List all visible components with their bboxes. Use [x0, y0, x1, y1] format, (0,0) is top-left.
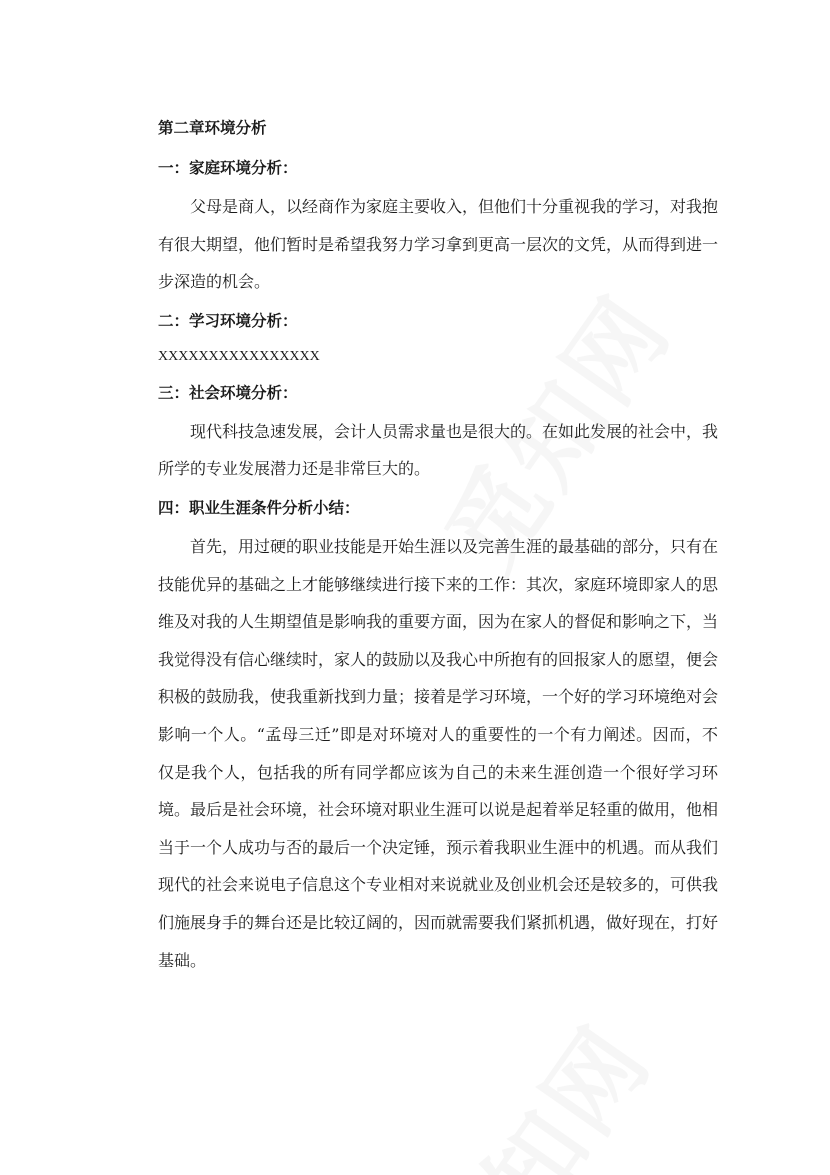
- chapter-title: 第二章环境分析: [158, 119, 267, 137]
- section-heading-study: 二：学习环境分析：: [158, 311, 298, 330]
- section-paragraph-society: 现代科技急速发展，会计人员需求量也是很大的。在如此发展的社会中，我所学的专业发展潜力还是非常巨大的。: [158, 421, 719, 479]
- section-paragraph-family: 父母是商人，以经商作为家庭主要收入，但他们十分重视我的学习，对我抱有很大期望，他们暂时是希望我努力学习拿到更高一层次的文凭，从而得到进一步深造的机会。: [158, 197, 719, 292]
- document-body: [158, 112, 718, 983]
- section-paragraph-summary: 首先，用过硬的职业技能是开始生涯以及完善生涯的最基础的部分，只有在技能优异的基础之上才能够继续进行接下来的工作：其次，家庭环境即家人的思维及对我的人生期望值是影响我的重要方面，因为在家人的督促和影响之下，当我觉得没有信心继续时，家人的鼓励以及我心中所抱有的回报家人的愿望，便会积极的鼓励我，使我重新找到力量；接着是学习环境，一个好的学习环境绝对会影响一个人。“孟母三迁”即是对环境对人的重要性的一个有力阐述。因而，不仅是我个人，包括我的所有同学都应该为自己的未来生涯创造一个很好学习环境。最后是社会环境，社会环境对职业生涯可以说是起着举足轻重的做用，他相当于一个人成功与否的最后一个决定锤，预示着我职业生涯中的机遇。而从我们现代的社会来说电子信息这个专业相对来说就业及创业机会还是较多的，可供我们施展身手的舞台还是比较辽阔的，因而就需要我们紧抓机遇，做好现在，打好基础。: [158, 536, 719, 970]
- section-heading-society: 三：社会环境分析：: [158, 383, 298, 402]
- watermark: [389, 994, 677, 1175]
- section-paragraph-study: XXXXXXXXXXXXXXXX: [158, 348, 320, 364]
- section-heading-family: 一：家庭环境分析：: [158, 159, 298, 177]
- section-heading-summary: 四：职业生涯条件分析小结：: [158, 498, 360, 517]
